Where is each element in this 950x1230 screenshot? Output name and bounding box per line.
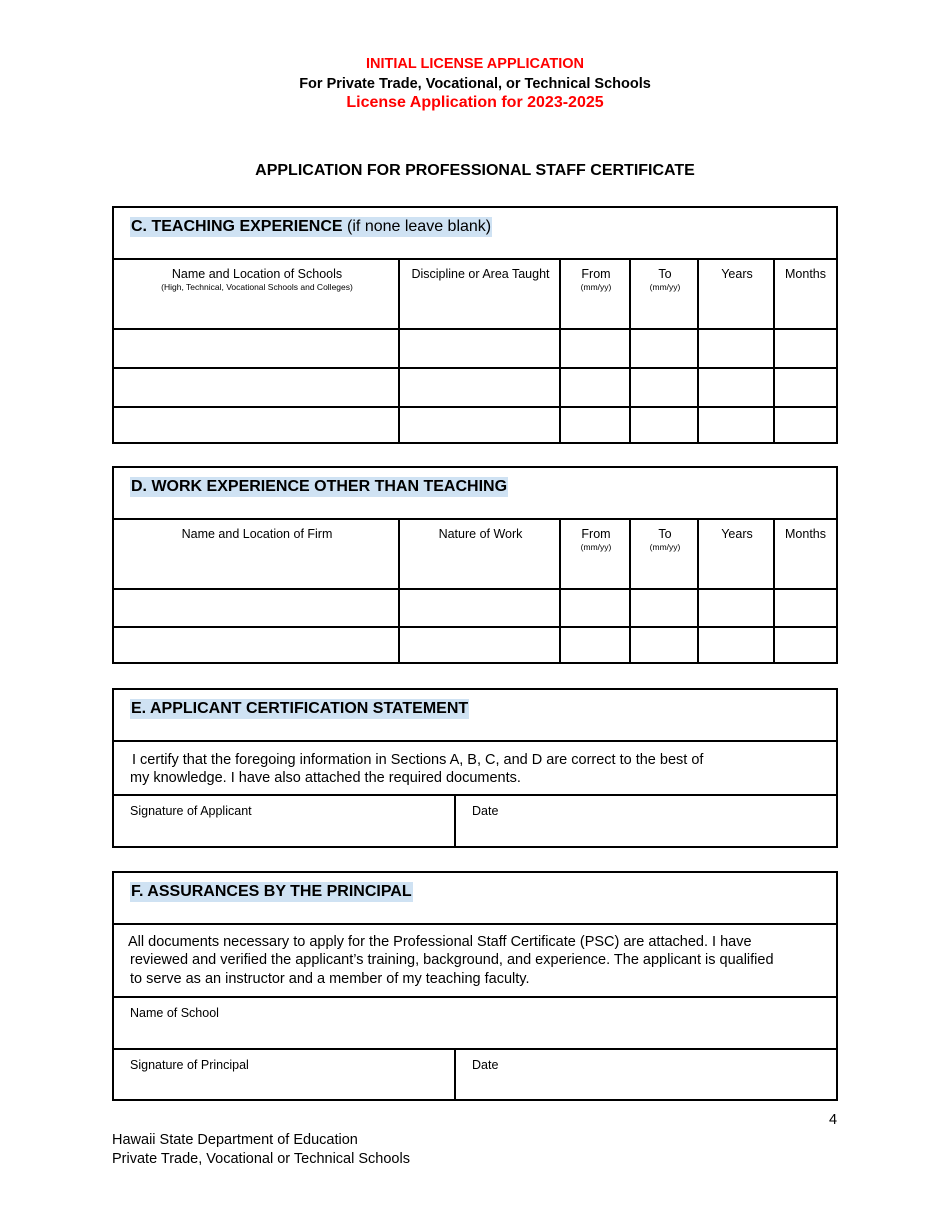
nature-input-cell[interactable] xyxy=(398,628,561,664)
applicant-signature-label: Signature of Applicant xyxy=(130,804,252,818)
months-input-cell[interactable] xyxy=(773,628,836,664)
years-input-cell[interactable] xyxy=(697,590,775,626)
principal-signature-field[interactable] xyxy=(114,1050,456,1101)
firm-input-cell[interactable] xyxy=(114,590,400,626)
section-e-title: E. APPLICANT CERTIFICATION STATEMENT xyxy=(131,700,469,717)
col-label: Name and Location of Firm xyxy=(181,527,333,541)
months-input-cell[interactable] xyxy=(773,590,836,626)
discipline-input-cell[interactable] xyxy=(398,408,561,444)
col-label: Name and Location of Schools xyxy=(171,267,343,281)
section-d-title: D. WORK EXPERIENCE OTHER THAN TEACHING xyxy=(131,478,508,495)
footer-line-2: Private Trade, Vocational or Technical Schools xyxy=(112,1151,410,1167)
col-header-school xyxy=(114,260,400,328)
col-header-months xyxy=(773,520,836,588)
to-input-cell[interactable] xyxy=(629,408,699,444)
col-header-years xyxy=(697,520,775,588)
applicant-signature-field[interactable] xyxy=(114,796,456,848)
col-label: Discipline or Area Taught xyxy=(411,267,550,281)
years-input-cell[interactable] xyxy=(697,369,775,406)
section-f-statement-row xyxy=(114,923,836,997)
col-label: To xyxy=(658,527,672,541)
from-input-cell[interactable] xyxy=(559,628,631,664)
principal-date-field[interactable] xyxy=(454,1050,836,1101)
to-input-cell[interactable] xyxy=(629,369,699,406)
discipline-input-cell[interactable] xyxy=(398,369,561,406)
school-name-label: Name of School xyxy=(130,1006,219,1020)
page-number: 4 xyxy=(829,1112,838,1128)
table-row xyxy=(114,406,836,444)
col-label: Nature of Work xyxy=(438,527,523,541)
col-header-firm xyxy=(114,520,400,588)
section-c-header-row xyxy=(114,258,836,328)
from-input-cell[interactable] xyxy=(559,330,631,367)
months-input-cell[interactable] xyxy=(773,369,836,406)
section-d-work-experience xyxy=(112,466,838,664)
applicant-date-label: Date xyxy=(472,804,499,818)
col-label: To xyxy=(658,267,672,281)
to-input-cell[interactable] xyxy=(629,628,699,664)
col-label: Months xyxy=(785,527,826,541)
assurance-statement-line-3: to serve as an instructor and a member of my teaching faculty. xyxy=(130,971,530,987)
table-row xyxy=(114,588,836,626)
from-input-cell[interactable] xyxy=(559,408,631,444)
section-c-title-text: C. TEACHING EXPERIENCE xyxy=(131,218,343,235)
assurance-statement-line-1: All documents necessary to apply for the Professional Staff Certificate (PSC) are attached. I have xyxy=(128,934,752,950)
col-header-from xyxy=(559,260,631,328)
table-row xyxy=(114,367,836,406)
col-header-discipline xyxy=(398,260,561,328)
col-header-to xyxy=(629,260,699,328)
form-title: APPLICATION FOR PROFESSIONAL STAFF CERTIFICATE xyxy=(255,162,695,179)
col-sublabel: (mm/yy) xyxy=(649,282,681,292)
principal-date-label: Date xyxy=(472,1058,499,1072)
section-c-title xyxy=(130,217,492,237)
col-sublabel: (mm/yy) xyxy=(649,542,681,552)
nature-input-cell[interactable] xyxy=(398,590,561,626)
footer-line-1: Hawaii State Department of Education xyxy=(112,1132,358,1148)
table-row xyxy=(114,328,836,367)
header-line-1: INITIAL LICENSE APPLICATION xyxy=(365,56,585,72)
table-row xyxy=(114,626,836,664)
col-header-to xyxy=(629,520,699,588)
years-input-cell[interactable] xyxy=(697,408,775,444)
col-label: From xyxy=(581,267,611,281)
years-input-cell[interactable] xyxy=(697,628,775,664)
years-input-cell[interactable] xyxy=(697,330,775,367)
assurance-statement-line-2: reviewed and verified the applicant’s training, background, and experience. The applicant is qualified xyxy=(130,952,774,968)
section-f-title: F. ASSURANCES BY THE PRINCIPAL xyxy=(131,883,412,900)
col-sublabel: (High, Technical, Vocational Schools and Colleges) xyxy=(161,282,353,292)
to-input-cell[interactable] xyxy=(629,590,699,626)
applicant-date-field[interactable] xyxy=(454,796,836,848)
from-input-cell[interactable] xyxy=(559,369,631,406)
col-label: Years xyxy=(721,527,753,541)
section-e-certification xyxy=(112,688,838,848)
col-header-months xyxy=(773,260,836,328)
section-c-title-note: (if none leave blank) xyxy=(342,218,492,235)
discipline-input-cell[interactable] xyxy=(398,330,561,367)
certification-statement-line-2: my knowledge. I have also attached the required documents. xyxy=(130,770,521,786)
firm-input-cell[interactable] xyxy=(114,628,400,664)
school-name-field[interactable] xyxy=(114,996,836,1049)
section-d-header-row xyxy=(114,518,836,588)
section-f-assurances xyxy=(112,871,838,1101)
to-input-cell[interactable] xyxy=(629,330,699,367)
col-header-nature-of-work xyxy=(398,520,561,588)
col-label: Years xyxy=(721,267,753,281)
header-line-3: License Application for 2023-2025 xyxy=(346,94,604,111)
school-input-cell[interactable] xyxy=(114,369,400,406)
col-label: Months xyxy=(785,267,826,281)
section-e-statement-row xyxy=(114,740,836,794)
col-sublabel: (mm/yy) xyxy=(580,282,612,292)
col-label: From xyxy=(581,527,611,541)
col-header-years xyxy=(697,260,775,328)
col-header-from xyxy=(559,520,631,588)
principal-signature-label: Signature of Principal xyxy=(130,1058,249,1072)
certification-statement-line-1: I certify that the foregoing information in Sections A, B, C, and D are correct to the best of xyxy=(132,752,704,768)
school-input-cell[interactable] xyxy=(114,408,400,444)
section-f-signature-row xyxy=(114,1048,836,1101)
section-c-teaching-experience xyxy=(112,206,838,444)
months-input-cell[interactable] xyxy=(773,330,836,367)
months-input-cell[interactable] xyxy=(773,408,836,444)
col-sublabel: (mm/yy) xyxy=(580,542,612,552)
header-line-2: For Private Trade, Vocational, or Technical Schools xyxy=(299,76,651,92)
school-input-cell[interactable] xyxy=(114,330,400,367)
from-input-cell[interactable] xyxy=(559,590,631,626)
section-e-signature-row xyxy=(114,794,836,848)
